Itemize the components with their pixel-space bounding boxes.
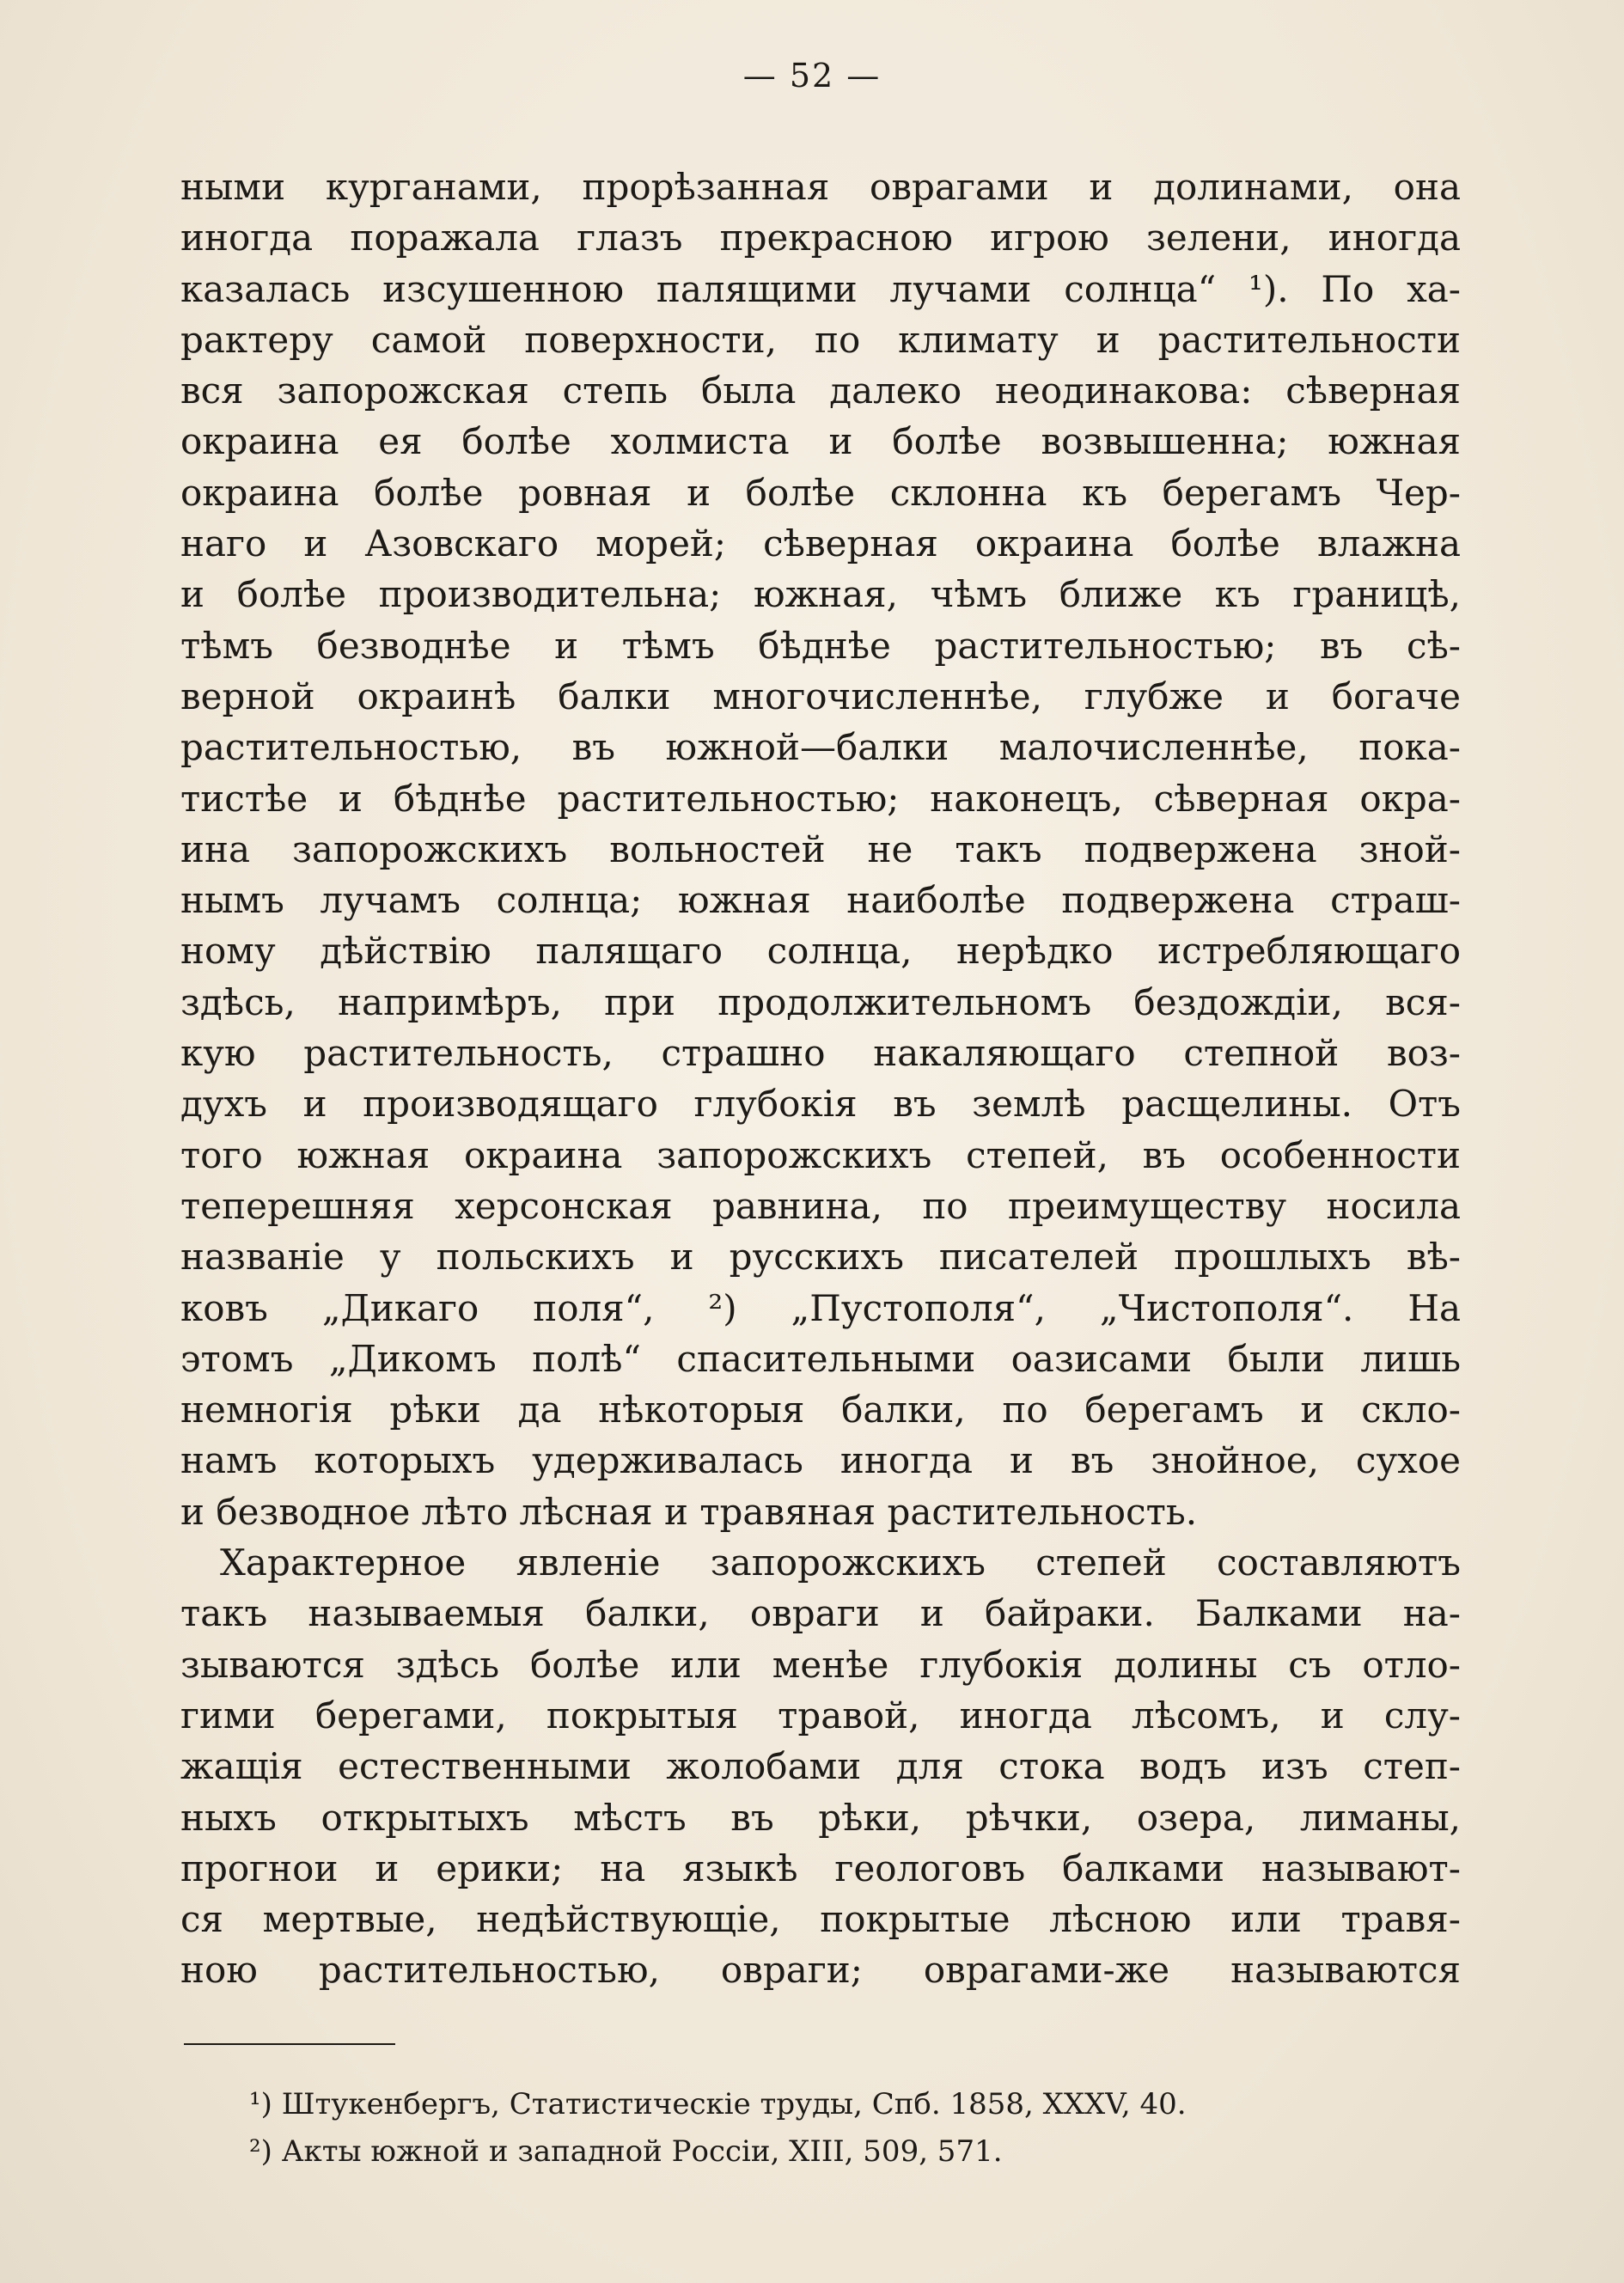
text-line: наго и Азовскаго морей; сѣверная окраина болѣе влажна (180, 522, 1461, 565)
text-line: ина запорожскихъ вольностей не такъ подвержена зной- (180, 827, 1461, 870)
text-line: казалась изсушенною палящими лучами солнца“ ¹). По ха- (180, 267, 1461, 310)
text-line: и безводное лѣто лѣсная и травяная растительность. (180, 1490, 1198, 1533)
text-line: ковъ „Дикаго поля“, ²) „Пустополя“, „Чистополя“. На (180, 1286, 1461, 1329)
text-line: намъ которыхъ удерживалась иногда и въ знойное, сухое (180, 1439, 1461, 1482)
text-line: верной окраинѣ балки многочисленнѣе, глубже и богаче (180, 675, 1461, 717)
footnote-2: ²) Акты южной и западной Россіи, XIII, 509, 571. (249, 2134, 1003, 2169)
text-line: немногія рѣки да нѣкоторыя балки, по берегамъ и скло- (180, 1389, 1461, 1431)
footnote-separator (184, 2043, 395, 2045)
footnote-1: ¹) Штукенбергъ, Статистическіе труды, Спб. 1858, XXXV, 40. (249, 2087, 1187, 2121)
text-line: зываются здѣсь болѣе или менѣе глубокія долины съ отло- (180, 1643, 1461, 1686)
text-line: ныхъ открытыхъ мѣстъ въ рѣки, рѣчки, озера, лиманы, (180, 1796, 1461, 1839)
text-line: жащія естественными жолобами для стока водъ изъ степ- (180, 1745, 1461, 1788)
text-line: ными курганами, прорѣзанная оврагами и долинами, она (180, 166, 1461, 208)
text-line: окраина ея болѣе холмиста и болѣе возвышенна; южная (180, 420, 1461, 463)
text-line: теперешняя херсонская равнина, по преимуществу носила (180, 1184, 1461, 1227)
text-line: ся мертвые, недѣйствующіе, покрытые лѣсною или травя- (180, 1898, 1461, 1941)
text-line: здѣсь, напримѣръ, при продолжительномъ бездождіи, вся- (180, 980, 1461, 1023)
text-line: того южная окраина запорожскихъ степей, въ особенности (180, 1133, 1461, 1176)
text-line: тѣмъ безводнѣе и тѣмъ бѣднѣе растительностью; въ сѣ- (180, 624, 1461, 667)
body-text (180, 162, 1461, 1996)
text-line: вся запорожская степь была далеко неодинакова: сѣверная (180, 369, 1461, 412)
text-line: прогнои и ерики; на языкѣ геологовъ балками называют- (180, 1847, 1461, 1889)
text-line: такъ называемыя балки, овраги и байраки. Балками на- (180, 1592, 1461, 1635)
text-line: духъ и производящаго глубокія въ землѣ расщелины. Отъ (180, 1083, 1461, 1126)
text-line: иногда поражала глазъ прекрасною игрою зелени, иногда (180, 217, 1461, 259)
text-line: названіе у польскихъ и русскихъ писателей прошлыхъ вѣ- (180, 1236, 1461, 1279)
text-line: тистѣе и бѣднѣе растительностью; наконецъ, сѣверная окра- (180, 777, 1461, 820)
text-line: ною растительностью, овраги; оврагами-же называются (180, 1949, 1461, 1992)
footnotes (249, 2081, 1366, 2176)
text-line: гими берегами, покрытыя травой, иногда лѣсомъ, и слу- (180, 1694, 1461, 1737)
text-line: окраина болѣе ровная и болѣе склонна къ берегамъ Чер- (180, 471, 1461, 514)
text-line: рактеру самой поверхности, по климату и растительности (180, 318, 1461, 361)
text-line: ному дѣйствію палящаго солнца, нерѣдко истребляющаго (180, 930, 1461, 973)
text-line: нымъ лучамъ солнца; южная наиболѣе подвержена страш- (180, 879, 1461, 922)
text-line: этомъ „Дикомъ полѣ“ спасительными оазисами были лишь (180, 1337, 1461, 1380)
page-number: — 52 — (742, 57, 882, 95)
text-line: и болѣе производительна; южная, чѣмъ ближе къ границѣ, (180, 573, 1461, 616)
text-line: растительностью, въ южной—балки малочисленнѣе, пока- (180, 726, 1461, 769)
text-line: кую растительность, страшно накаляющаго степной воз- (180, 1032, 1461, 1075)
text-line: Характерное явленіе запорожскихъ степей составляютъ (220, 1541, 1461, 1584)
